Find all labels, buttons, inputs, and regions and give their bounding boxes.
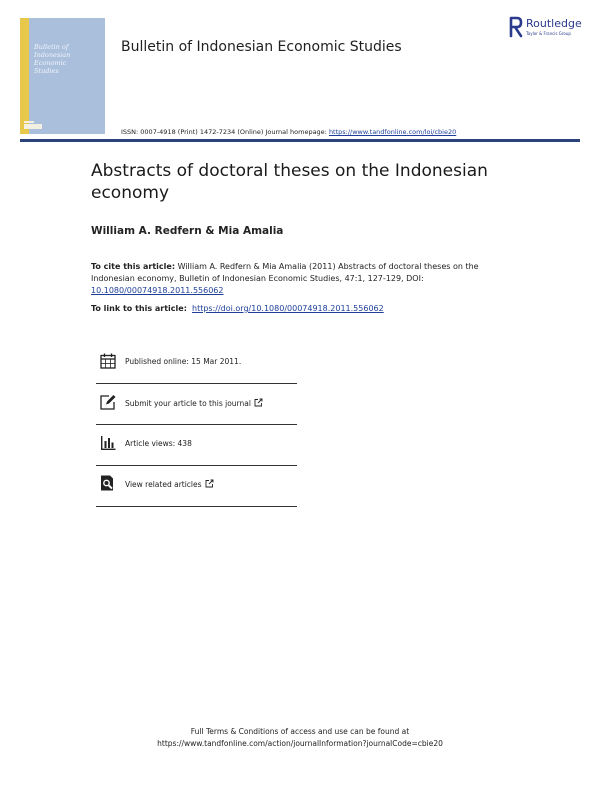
search-document-icon: [100, 475, 116, 491]
cover-title: Bulletin of Indonesian Economic Studies: [34, 43, 71, 75]
footer: [0, 726, 600, 750]
external-link-icon: [205, 479, 214, 488]
journal-homepage-link[interactable]: https://www.tandfonline.com/loi/cbie20: [328, 128, 457, 136]
routledge-logo: [509, 16, 585, 40]
link-label: To link to this article:: [91, 304, 187, 313]
footer-terms-text: Full Terms & Conditions of access and use can be found at: [190, 727, 410, 736]
cover-publisher-logo: [24, 124, 42, 129]
info-divider: [96, 465, 297, 466]
header-divider: [20, 139, 580, 142]
calendar-icon: [100, 353, 116, 369]
info-divider: [96, 506, 297, 507]
publisher-tagline: Taylor & Francis Group: [526, 31, 571, 36]
cover-publisher-mark: [24, 121, 34, 123]
pencil-note-icon: [100, 394, 116, 410]
citation-text: William A. Redfern & Mia Amalia (2011) Abstracts of doctoral theses on the Indonesian economy, Bulletin of Indonesian Economic Studies, 47:1, 127-129, DOI:: [91, 262, 479, 283]
citation-doi-link[interactable]: 10.1080/00074918.2011.556062: [91, 286, 224, 295]
submit-article-link[interactable]: [96, 390, 297, 418]
article-link-line: [91, 304, 384, 313]
article-views: Article views: 438: [125, 439, 192, 448]
related-articles-link[interactable]: [96, 471, 297, 499]
info-divider: [96, 424, 297, 425]
article-authors: William A. Redfern & Mia Amalia: [91, 225, 284, 237]
journal-title: Bulletin of Indonesian Economic Studies: [121, 39, 402, 55]
external-link-icon: [254, 398, 263, 407]
article-views-row: [96, 431, 297, 459]
publisher-name: Routledge: [526, 17, 582, 30]
issn-line: [121, 128, 456, 136]
journal-cover-image: [20, 18, 105, 134]
cover-stripe: [20, 18, 29, 134]
published-date: Published online: 15 Mar 2011.: [125, 357, 242, 366]
issn-text: ISSN: 0007-4918 (Print) 1472-7234 (Online) Journal homepage:: [121, 128, 329, 136]
published-row: [96, 349, 297, 377]
citation-label: To cite this article:: [91, 262, 176, 271]
citation-block: [91, 261, 511, 297]
footer-journal-info-link[interactable]: https://www.tandfonline.com/action/journalInformation?journalCode=cbie20: [157, 739, 443, 748]
submit-article-label: Submit your article to this journal: [125, 398, 263, 408]
bar-chart-icon: [100, 435, 116, 451]
related-articles-label: View related articles: [125, 479, 214, 489]
article-title: Abstracts of doctoral theses on the Indonesian economy: [91, 161, 488, 203]
article-doi-url-link[interactable]: https://doi.org/10.1080/00074918.2011.556062: [192, 304, 384, 313]
info-divider: [96, 383, 297, 384]
routledge-r-icon: [509, 16, 523, 38]
